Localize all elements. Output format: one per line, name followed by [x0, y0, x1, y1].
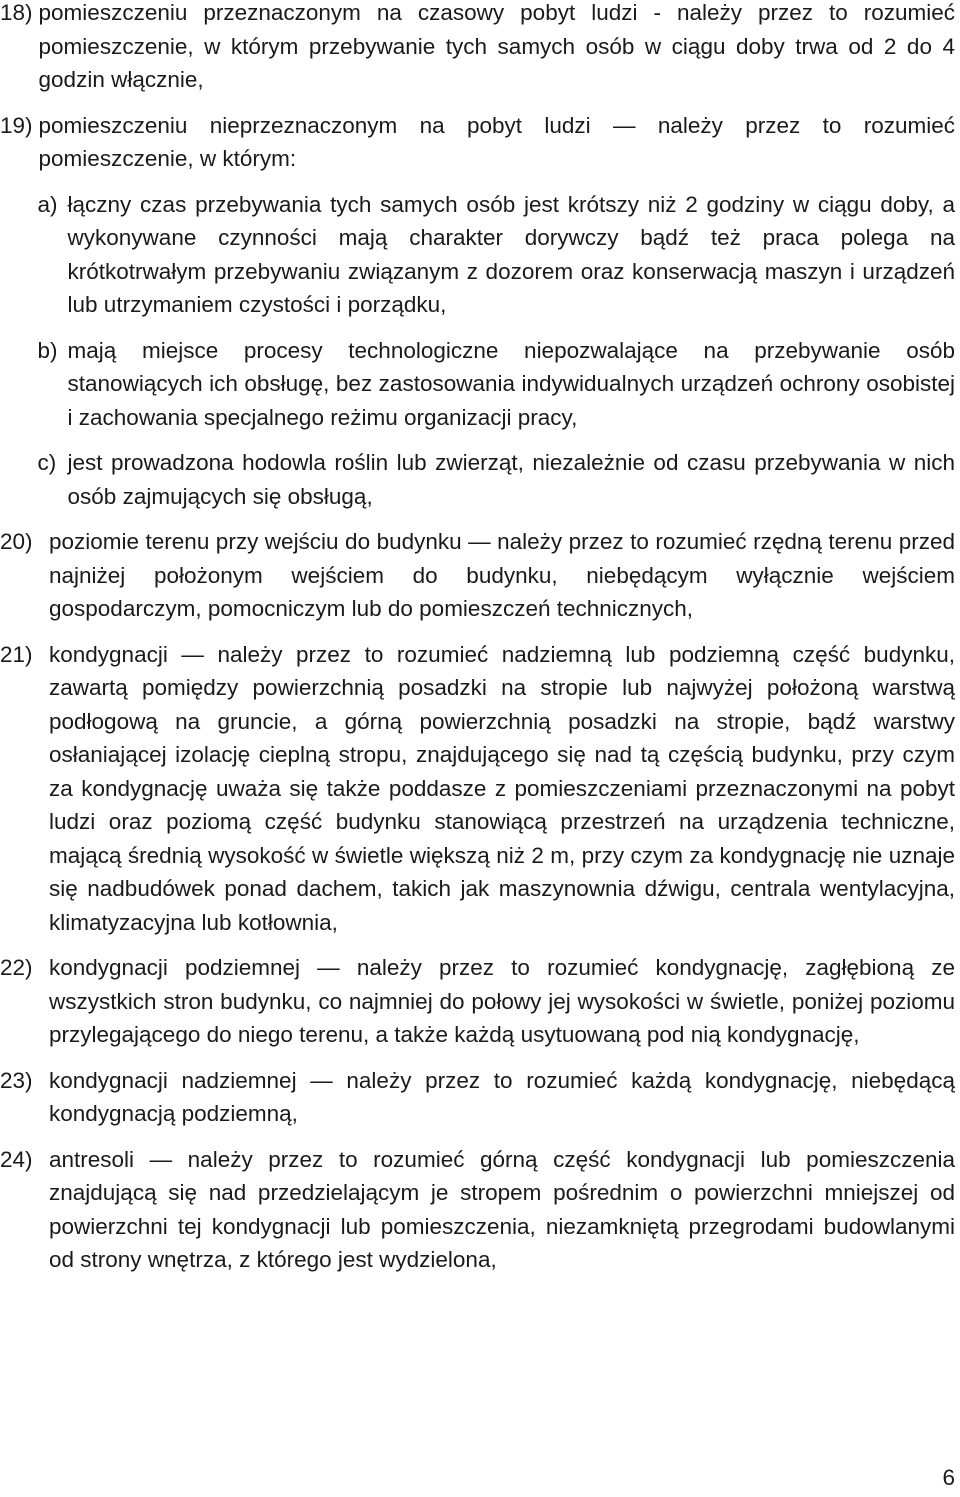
subitem-list — [38, 188, 955, 514]
item-number: 20) — [0, 529, 33, 554]
item-text: pomieszczeniu nieprzeznaczonym na pobyt ludzi — należy przez to rozumieć pomieszczenie, w którym: — [38, 112, 955, 171]
item-text: antresoli — należy przez to rozumieć górną część kondygnacji lub pomieszczenia znajdującą się nad przedzielającym je stropem pośrednim o powierzchni mniejszej od powierzchni tej kondygnacji lub pomieszczenia, niezamkniętą przegrodami budowlanymi od strony wnętrza, z którego jest wydzielona, — [49, 1146, 955, 1272]
item-number: 22) — [0, 955, 33, 980]
subitem-c — [38, 446, 955, 513]
item-number: 19) — [0, 112, 33, 138]
subitem-a — [38, 188, 955, 322]
definition-item-18 — [0, 0, 955, 97]
definition-item-21 — [0, 638, 955, 940]
item-text: pomieszczeniu przeznaczonym na czasowy pobyt ludzi - należy przez to rozumieć pomieszczenie, w którym przebywanie tych samych osób w ciągu doby trwa od 2 do 4 godzin włącznie, — [38, 0, 955, 92]
item-number: 24) — [0, 1146, 33, 1172]
subitem-letter: a) — [37, 191, 58, 217]
subitem-text: jest prowadzona hodowla roślin lub zwierząt, niezależnie od czasu przebywania w nich osób zajmujących się obsługą, — [67, 450, 955, 509]
definition-item-23 — [0, 1064, 955, 1131]
definition-item-22 — [0, 951, 955, 1052]
subitem-text: mają miejsce procesy technologiczne niepozwalające na przebywanie osób stanowiących ich obsługę, bez zastosowania indywidualnych urządzeń ochrony osobistej i zachowania specjalnego reżimu organizacji pracy, — [67, 337, 955, 430]
subitem-letter: b) — [37, 337, 58, 363]
item-number: 23) — [0, 1067, 33, 1093]
item-text: kondygnacji podziemnej — należy przez to rozumieć kondygnację, zagłębioną ze wszystkich stron budynku, co najmniej do połowy jej wysokości w świetle, poniżej poziomu przylegającego do niego terenu, a także każdą usytuowaną pod nią kondygnację, — [49, 955, 955, 1047]
item-number: 18) — [0, 0, 33, 25]
definition-item-24 — [0, 1143, 955, 1277]
page-number: 6 — [942, 1465, 955, 1490]
item-text: kondygnacji nadziemnej — należy przez to rozumieć każdą kondygnację, niebędącą kondygnacją podziemną, — [49, 1067, 955, 1126]
item-number: 21) — [0, 641, 33, 667]
subitem-letter: c) — [37, 450, 57, 475]
item-body — [33, 109, 955, 514]
item-text: poziomie terenu przy wejściu do budynku — należy przez to rozumieć rzędną terenu przed najniżej położonym wejściem do budynku, niebędącym wyłącznie wejściem gospodarczym, pomocniczym lub do pomieszczeń technicznych, — [49, 529, 955, 621]
item-text: kondygnacji — należy przez to rozumieć nadziemną lub podziemną część budynku, zawartą pomiędzy powierzchnią posadzki na stropie lub najwyżej położoną warstwą podłogową na gruncie, a górną powierzchnią posadzki na stropie, bądź warstwy osłaniającej izolację cieplną stropu, znajdującego się nad tą częścią budynku, przy czym za kondygnację uważa się także poddasze z pomieszczeniami przeznaczonymi na pobyt ludzi oraz poziomą część budynku stanowiącą przestrzeń na urządzenia techniczne, mającą średnią wysokość w świetle większą niż 2 m, przy czym za kondygnację nie uznaje się nadbudówek ponad dachem, takich jak maszynownia dźwigu, centrala wentylacyjna, klimatyzacyjna lub kotłownia, — [49, 641, 955, 935]
definition-item-20 — [0, 525, 955, 626]
definition-item-19 — [0, 109, 955, 514]
subitem-text: łączny czas przebywania tych samych osób jest krótszy niż 2 godziny w ciągu doby, a wykonywane czynności mają charakter dorywczy bądź też praca polega na krótkotrwałym przebywaniu związanym z dozorem oraz konserwacją maszyn i urządzeń lub utrzymaniem czystości i porządku, — [67, 191, 955, 317]
subitem-b — [38, 334, 955, 435]
